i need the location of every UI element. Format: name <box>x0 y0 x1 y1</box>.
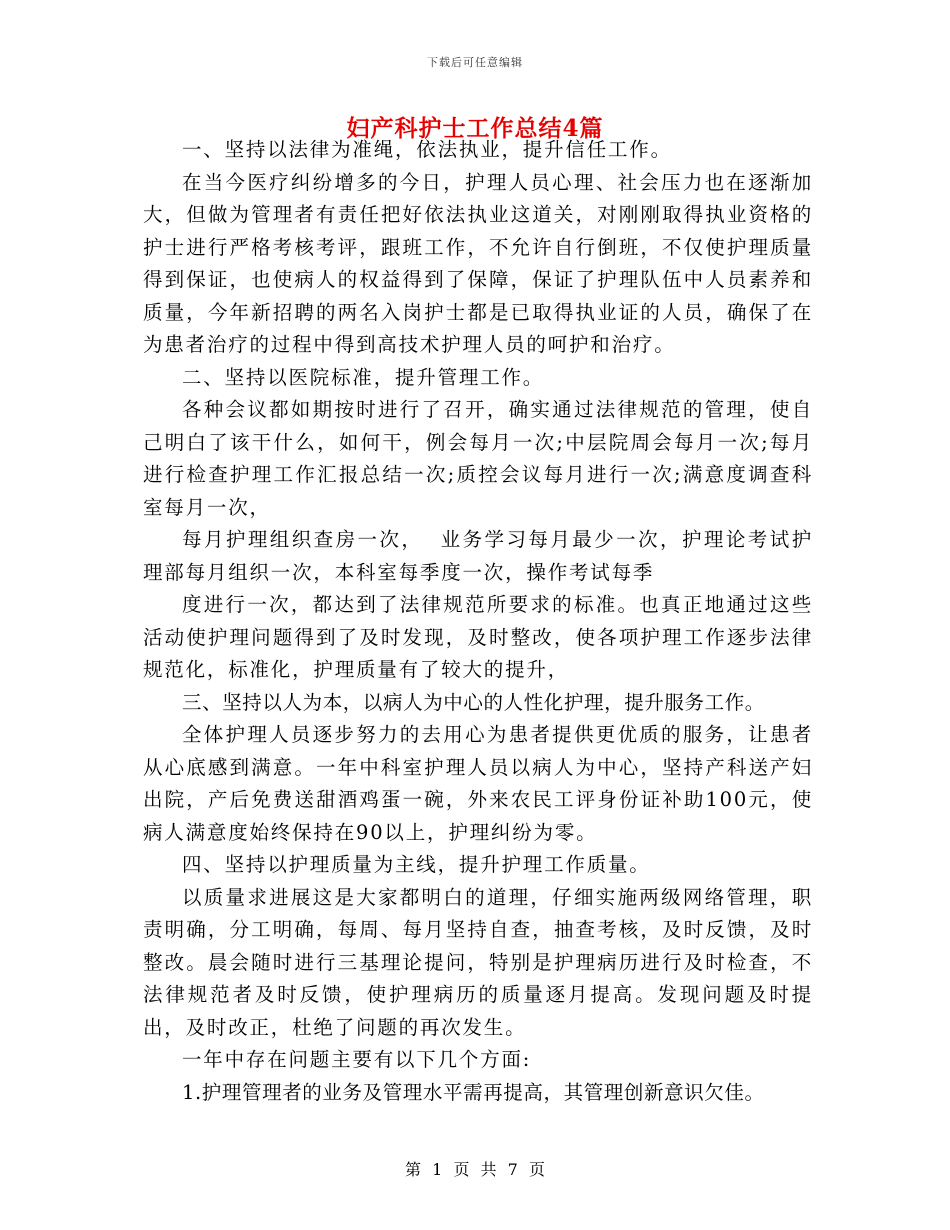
section-heading-4: 四、坚持以护理质量为主线，提升护理工作质量。 <box>182 853 651 876</box>
footer-page-mid: 页 <box>453 1160 470 1179</box>
paragraph-4: 度进行一次，都达到了法律规范所要求的标准。也真正地通过这些活动使护理问题得到了及时发现，及时整改，使各项护理工作逐步法律规范化，标准化，护理质量有了较大的提升， <box>143 593 813 681</box>
document-title: 妇产科护士工作总结4篇 <box>346 115 604 142</box>
section-heading-3: 三、坚持以人为本，以病人为中心的人性化护理，提升服务工作。 <box>182 690 765 714</box>
section-heading-2: 二、坚持以医院标准，提升管理工作。 <box>182 365 545 389</box>
footer-page-prefix: 第 <box>405 1160 422 1179</box>
footer-total-pages: 7 <box>507 1160 518 1179</box>
paragraph-3: 每月护理组织查房一次， 业务学习每月最少一次，护理论考试护理部每月组织一次，本科室每季度一次，操作考试每季 <box>143 528 813 584</box>
list-item-1: 1.护理管理者的业务及管理水平需再提高，其管理创新意识欠佳。 <box>182 1080 765 1104</box>
footer-total-prefix: 共 <box>480 1160 497 1179</box>
page-footer <box>0 1157 950 1180</box>
paragraph-6: 以质量求进展这是大家都明白的道理，仔细实施两级网络管理，职责明确，分工明确，每周、每月坚持自查，抽查考核，及时反馈，及时整改。晨会随时进行三基理论提问，特别是护理病历进行及时检查，不法律规范者及时反馈，使护理病历的质量逐月提高。发现问题及时提出，及时改正，杜绝了问题的再次发生。 <box>143 885 813 1039</box>
document-body <box>143 134 813 1109</box>
header-note: 下载后可任意编辑 <box>427 56 523 69</box>
footer-page-number: 1 <box>432 1160 443 1179</box>
paragraph-1: 在当今医疗纠纷增多的今日，护理人员心理、社会压力也在逐渐加大，但做为管理者有责任把好依法执业这道关，对刚刚取得执业资格的护士进行严格考核考评，跟班工作，不允许自行倒班，不仅使护理质量得到保证，也使病人的权益得到了保障，保证了护理队伍中人员素养和质量，今年新招聘的两名入岗护士都是已取得执业证的人员，确保了在为患者治疗的过程中得到高技术护理人员的呵护和治疗。 <box>143 170 813 356</box>
footer-total-suffix: 页 <box>528 1160 545 1179</box>
paragraph-7: 一年中存在问题主要有以下几个方面: <box>182 1048 532 1071</box>
paragraph-2: 各种会议都如期按时进行了召开，确实通过法律规范的管理，使自己明白了该干什么，如何干，例会每月一次;中层院周会每月一次;每月进行检查护理工作汇报总结一次;质控会议每月进行一次;满意度调查科室每月一次， <box>143 398 813 519</box>
paragraph-5: 全体护理人员逐步努力的去用心为患者提供更优质的服务，让患者从心底感到满意。一年中科室护理人员以病人为中心，坚持产科送产妇出院，产后免费送甜酒鸡蛋一碗，外来农民工评身份证补助100元，使病人满意度始终保持在90以上，护理纠纷为零。 <box>143 723 813 844</box>
section-heading-1: 一、坚持以法律为准绳，依法执业，提升信任工作。 <box>182 138 672 161</box>
